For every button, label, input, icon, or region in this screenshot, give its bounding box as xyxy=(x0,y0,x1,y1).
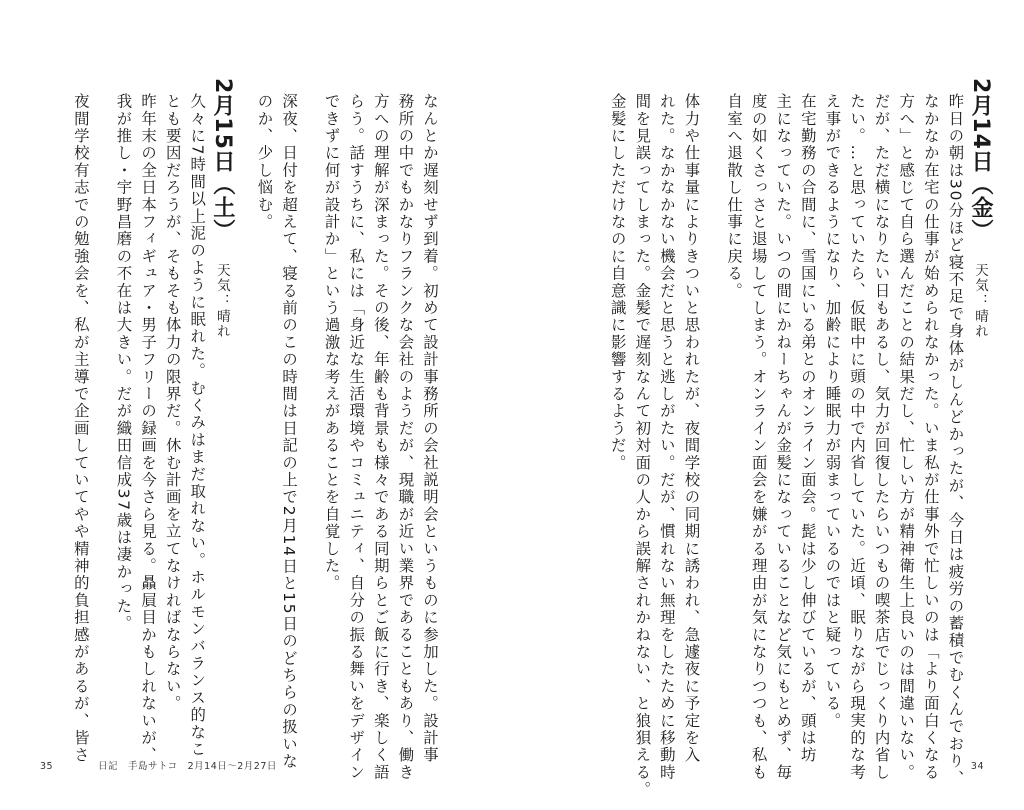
paragraph xyxy=(721,78,819,782)
text-line: らう。話すうちに、私には「身近な生活環境やコミュニティ、自分の振る舞いをデザイン xyxy=(347,93,366,782)
paragraph xyxy=(252,78,301,771)
text-line: 金髪にしただけなのに自意識に影響するようだ。 xyxy=(608,93,627,472)
entry-date: 2月15日（土） xyxy=(209,78,235,242)
text-line: だが、ただ横になりたい日もあるし、気力が回復したらいつもの喫茶店でじっくり内省し xyxy=(872,93,891,782)
text-line: のか、少し悩む。 xyxy=(255,93,274,231)
text-line: 昨日の朝は30分ほど寝不足で身体がしんどかったが、今日は疲労の蓄積でむくんでおり、 xyxy=(946,93,965,788)
text-line: 我が推し・宇野昌磨の不在は大きい。だが織田信成37歳は凄かった。 xyxy=(114,93,133,633)
text-line: れた。なかなかない機会だと思うと逃しがたい。だが、慣れない無理をしたために移動時 xyxy=(657,93,676,782)
paragraph xyxy=(68,78,93,765)
text-line: なかなか在宅の仕事が始められなかった。いま私が仕事外で忙しいのは「より面白くなる xyxy=(921,93,940,782)
text-line: 在宅勤務の合間に、雪国にいる弟とのオンライン面会。髭は少し伸びているが、頭は坊 xyxy=(798,93,817,765)
text-line: 方への理解が深まった。その後、年齢も背景も様々である同期らとご飯に行き、楽しく語 xyxy=(371,93,390,782)
text-line: たい。…と思っていたら、仮眠中に頭の中で内省していた。近頃、眠りながら現実的な考 xyxy=(848,93,867,782)
text-line: なんとか遅刻せず到着。初めて設計事務所の会社説明会というものに参加した。設計事 xyxy=(421,93,439,765)
text-line: 自室へ退散し仕事に戻る。 xyxy=(725,93,744,300)
text-line: 主になっていた。いつの間にかねーちゃんが金髪になっていることなど気にもとめず、毎 xyxy=(774,93,793,782)
text-line: 夜間学校有志での勉強会を、私が主導で企画していてやや精神的負担感があるが、皆さ xyxy=(71,93,90,765)
text-line: 昨年末の全日本フィギュア・男子フリーの録画を今さら見る。贔屓目かもしれないが、 xyxy=(139,93,158,765)
text-line: とも要因だろうが、そもそも体力の限界だ。休む計画を立てなければならない。 xyxy=(163,93,182,713)
text-line: 務所の中でもかなりフランクな会社のようだが、現職が近い業界であることもあり、働き xyxy=(396,93,415,782)
paragraph xyxy=(319,78,442,782)
paragraph-gap xyxy=(234,78,252,758)
paragraph xyxy=(111,78,160,765)
paragraph xyxy=(160,78,209,758)
entry-heading-feb14 xyxy=(967,78,992,758)
entry-weather: 天気：晴れ xyxy=(972,262,988,340)
text-line: できずに何が設計か」という過激な考えがあることを自覚した。 xyxy=(322,93,341,593)
page-number: 34 xyxy=(970,761,984,772)
paragraph-gap xyxy=(703,78,721,758)
entry-date: 2月14日（金） xyxy=(968,78,993,242)
text-line: 間を見誤ってしまった。金髪で遅刻なんて初対面の人から誤解されかねない、と狼狽える。 xyxy=(633,93,652,799)
paragraph xyxy=(605,78,703,799)
text-line: 久々に7時間以上泥のように眠れた。むくみはまだ取れない。ホルモンバランス的なこ xyxy=(188,93,207,759)
text-line: 度の如くさっさと退場してしまう。オンライン面会を嫌がる理由が気になりつつも、私も xyxy=(749,93,768,782)
paragraph-gap xyxy=(93,78,111,758)
paragraph xyxy=(820,78,968,788)
paragraph-gap xyxy=(301,78,319,758)
page-34 xyxy=(512,0,1024,810)
text-line: 体力や仕事量によりきついと思われたが、夜間学校の同期に誘われ、急遽夜に予定を入 xyxy=(682,93,701,765)
text-line: 深夜、日付を超えて、寝る前のこの時間は日記の上で2月14日と15日のどちらの扱いな xyxy=(280,93,299,771)
page-number: 35 xyxy=(40,761,54,772)
text-line: え事ができるようになり、加齢により睡眠力が弱まっているのではと疑っている。 xyxy=(823,93,842,730)
entry-heading-feb15 xyxy=(209,78,234,758)
text-line: 方へ」と感じて自ら選んだことの結果だし、忙しい方が精神衛生上良いのは間違いない。 xyxy=(897,93,916,782)
running-title: 日記 手島サトコ 2月14日〜2月27日 xyxy=(98,761,277,772)
entry-weather: 天気：晴れ xyxy=(213,262,230,340)
